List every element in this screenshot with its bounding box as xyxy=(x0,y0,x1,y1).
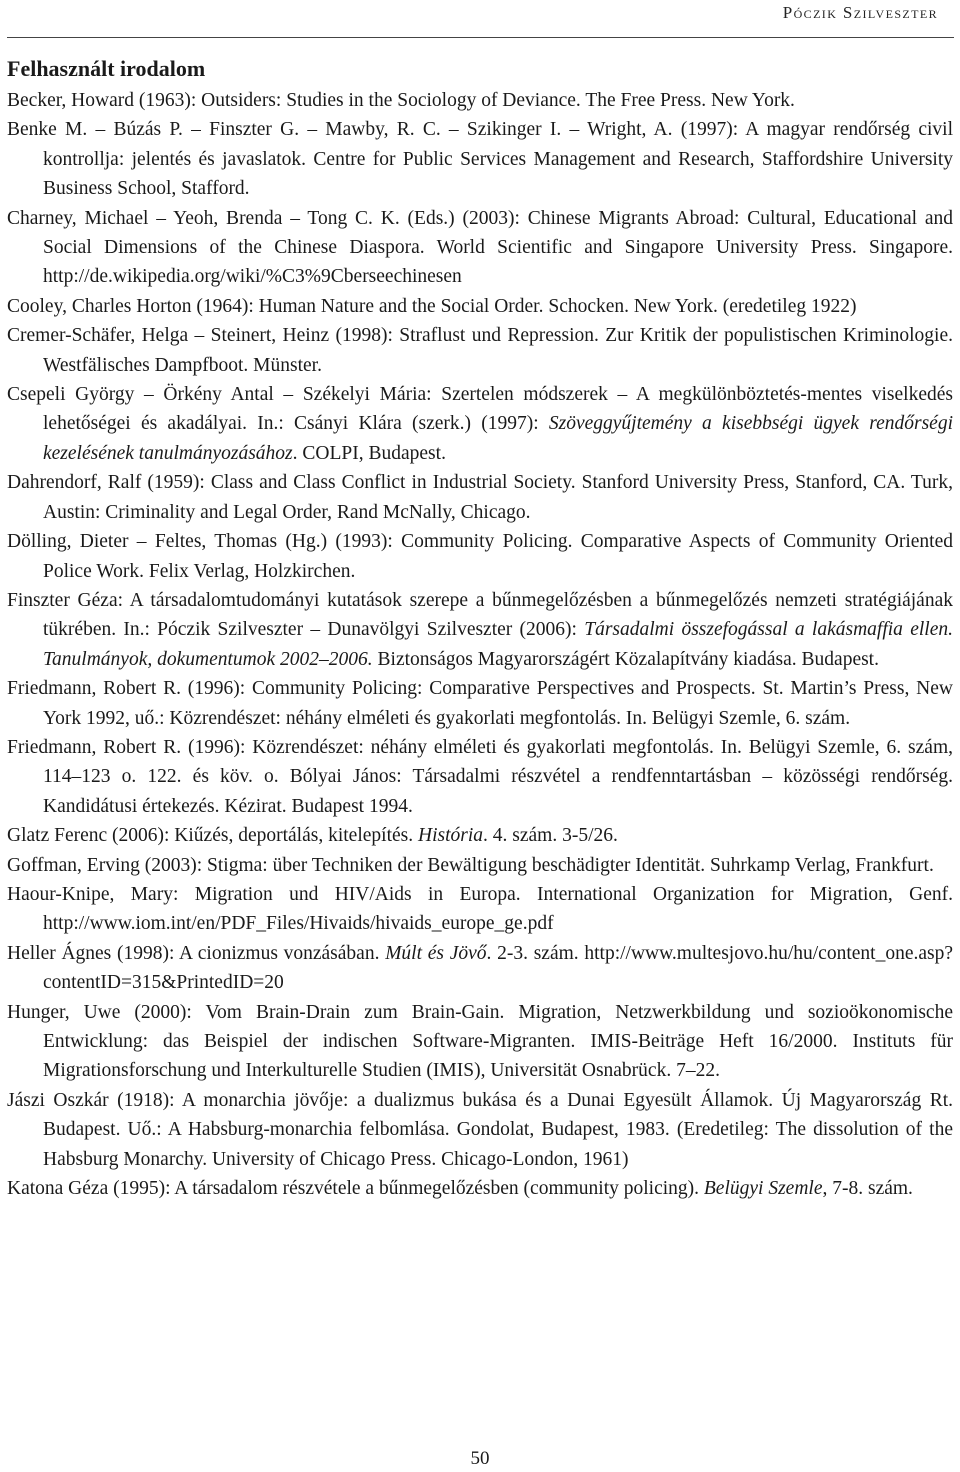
header-rule xyxy=(7,37,954,38)
section-title: Felhasznált irodalom xyxy=(7,56,206,81)
reference-text: Friedmann, Robert R. (1996): Community Policing: Comparative Perspectives and Prospects. St. Martin’s Press, New York 1992, uő.: Közrendészet: néhány elméleti és gyakorlati megfontolás. In. Belügyi Szemle, 6. szám. xyxy=(7,678,953,729)
reference-entry xyxy=(7,321,953,380)
reference-italic-text: História xyxy=(418,825,484,847)
reference-entry xyxy=(7,851,953,880)
reference-text: . 2-3. szám. http://www.multesjovo.hu/hu/content_one.asp?contentID=315&PrintedID=20 xyxy=(43,942,953,994)
reference-text: Goffman, Erving (2003): Stigma: über Techniken der Bewältigung beschädigter Identität. Suhrkamp Verlag, Frankfurt. xyxy=(7,854,934,876)
reference-entry xyxy=(7,86,953,115)
reference-entry xyxy=(7,204,953,292)
running-head: Póczik Szilveszter xyxy=(782,3,938,22)
reference-text: Benke M. – Búzás P. – Finszter G. – Mawby, R. C. – Szikinger I. – Wright, A. (1997): A magyar rendőrség civil kontrollja: jelentés és javaslatok. Centre for Public Services Management and Research, Staffordshire University Business School, Stafford. xyxy=(7,119,953,200)
reference-entry xyxy=(7,1086,953,1174)
reference-entry xyxy=(7,586,953,674)
reference-text: Cremer-Schäfer, Helga – Steinert, Heinz (1998): Straflust und Repression. Zur Kritik der populistischen Kriminologie. Westfälisches Dampfboot. Münster. xyxy=(7,325,953,376)
reference-entry xyxy=(7,115,953,203)
reference-italic-text: Belügyi Szemle xyxy=(703,1178,823,1200)
reference-italic-text: Múlt és Jövő xyxy=(385,942,487,964)
reference-text: . 4. szám. 3-5/26. xyxy=(483,825,618,847)
reference-text: Hunger, Uwe (2000): Vom Brain-Drain zum Brain-Gain. Migration, Netzwerkbildung und sozioökonomische Entwicklung: das Beispiel der indischen Software-Migranten. IMIS-Beiträge Heft 16/2000. Instituts für Migrationsforschung und Interkulturelle Studien (IMIS), Universität Osnabrück. 7–22. xyxy=(7,1001,953,1082)
reference-text: Csepeli György – Örkény Antal – Székelyi Mária: Szertelen módszerek – A megkülönböztetés-mentes viselkedés lehetőségei és akadályai. In.: Csányi Klára (szerk.) (1997): xyxy=(7,384,953,435)
reference-entry xyxy=(7,998,953,1086)
reference-entry xyxy=(7,939,953,998)
reference-entry xyxy=(7,468,953,527)
reference-text: Finszter Géza: A társadalomtudományi kutatások szerepe a bűnmegelőzésben a bűnmegelőzés nemzeti stratégiájának tükrében. In.: Póczik Szilveszter – Dunavölgyi Szilveszter (2006): xyxy=(7,589,953,641)
reference-text: Jászi Oszkár (1918): A monarchia jövője: a dualizmus bukása és a Dunai Egyesült Államok. Új Magyarország Rt. Budapest. Uő.: A Habsburg-monarchia felbomlása. Gondolat, Budapest, 1983. (Eredetileg: The dissolution of the Habsburg Monarchy. University of Chicago Press. Chicago-London, 1961) xyxy=(7,1089,953,1170)
reference-text: Friedmann, Robert R. (1996): Közrendészet: néhány elméleti és gyakorlati megfontolás. In. Belügyi Szemle, 6. szám, 114–123 o. 122. és köv. o. Bólyai János: Társadalmi részvétel a rendfenntartásban – közösségi rendőrség. Kandidátusi értekezés. Kézirat. Budapest 1994. xyxy=(7,736,953,817)
reference-text: . COLPI, Budapest. xyxy=(292,442,446,464)
reference-entry xyxy=(7,380,953,468)
reference-list xyxy=(7,86,953,1203)
reference-text: Dölling, Dieter – Feltes, Thomas (Hg.) (1993): Community Policing. Comparative Aspects of Community Oriented Police Work. Felix Verlag, Holzkirchen. xyxy=(7,531,953,582)
reference-text: Glatz Ferenc (2006): Kiűzés, deportálás, kitelepítés. xyxy=(7,825,418,847)
reference-entry xyxy=(7,674,953,733)
reference-text: Charney, Michael – Yeoh, Brenda – Tong C. K. (Eds.) (2003): Chinese Migrants Abroad: Cultural, Educational and Social Dimensions of the Chinese Diaspora. World Scientific and Singapore University Press. Singapore. http://de.wikipedia.org/wiki/%C3%9Cberseechinesen xyxy=(7,207,953,288)
reference-text: Cooley, Charles Horton (1964): Human Nature and the Social Order. Schocken. New York. (eredetileg 1922) xyxy=(7,295,857,317)
reference-text: Dahrendorf, Ralf (1959): Class and Class Conflict in Industrial Society. Stanford University Press, Stanford, CA. Turk, Austin: Criminality and Legal Order, Rand McNally, Chicago. xyxy=(7,472,953,523)
reference-text: , 7-8. szám. xyxy=(822,1178,913,1200)
reference-entry xyxy=(7,821,953,850)
reference-text: Katona Géza (1995): A társadalom részvétele a bűnmegelőzésben (community policing). xyxy=(7,1178,704,1200)
reference-italic-text: Társadalmi összefogással a lakásmaffia ellen. Tanulmányok, dokumentumok 2002–2006. xyxy=(43,619,953,670)
reference-text: Becker, Howard (1963): Outsiders: Studies in the Sociology of Deviance. The Free Press. New York. xyxy=(7,90,795,111)
reference-italic-text: Szöveggyűjtemény a kisebbségi ügyek rendőrségi kezelésének tanulmányozásához xyxy=(43,413,953,464)
reference-entry xyxy=(7,733,953,821)
reference-text: Heller Ágnes (1998): A cionizmus vonzásában. xyxy=(7,942,386,964)
reference-entry xyxy=(7,527,953,586)
page-number: 50 xyxy=(470,1448,490,1469)
reference-text: Haour-Knipe, Mary: Migration und HIV/Aids in Europa. International Organization for Migration, Genf. http://www.iom.int/en/PDF_Files/Hivaids/hivaids_europe_ge.pdf xyxy=(7,883,953,935)
reference-entry xyxy=(7,880,953,939)
reference-entry xyxy=(7,1174,953,1203)
reference-entry xyxy=(7,292,953,321)
reference-text: Biztonságos Magyarországért Közalapítvány kiadása. Budapest. xyxy=(372,648,879,670)
